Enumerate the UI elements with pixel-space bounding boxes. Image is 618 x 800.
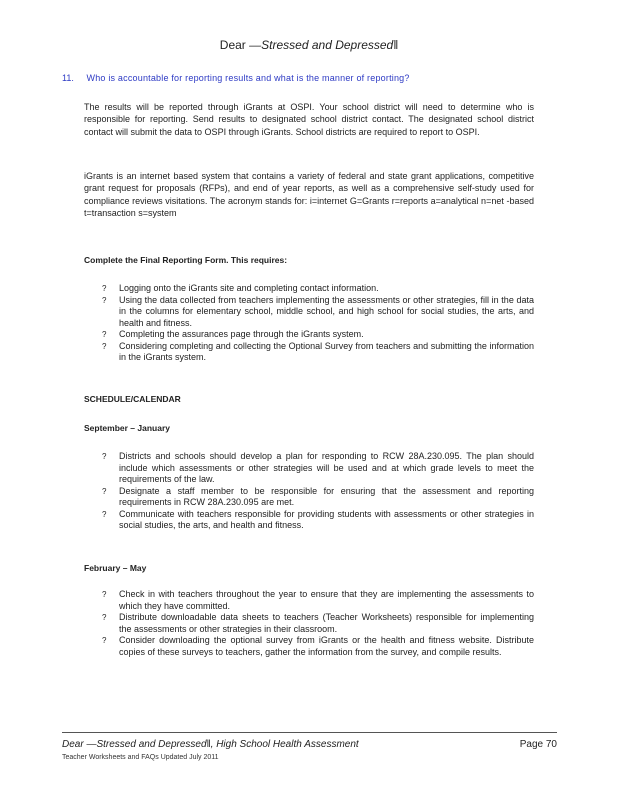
bullet-icon: ? <box>102 284 107 293</box>
header-prefix: Dear <box>219 38 246 52</box>
february-heading: February – May <box>84 563 147 573</box>
complete-form-list <box>102 283 534 364</box>
list-item: ? Considering completing and collecting the Optional Survey from teachers and submitting the information in the iGrants system. <box>102 340 534 362</box>
paragraph-igrants: iGrants is an internet based system that contains a variety of federal and state grant applications, competitive grant request for proposals (RFPs), and end of year reports, as well as a comprehensive self-study used for compliance reviews visitations. The acronym stands for: i=internet G=Grants r=reports a=analytical n=net -based t=transaction s=system <box>84 171 534 218</box>
bullet-icon: ? <box>102 330 107 339</box>
february-list <box>102 589 534 658</box>
schedule-heading: SCHEDULE/CALENDAR <box>84 394 181 404</box>
bullet-icon: ? <box>102 295 107 305</box>
list-item: ? Distribute downloadable data sheets to teachers (Teacher Worksheets) responsible for implementing the assessments or other strategies in their classroom. <box>102 612 534 634</box>
question-number: 11. <box>62 73 74 83</box>
bullet-icon: ? <box>102 590 107 599</box>
bullet-icon: ? <box>102 341 107 351</box>
question-text: Who is accountable for reporting results and what is the manner of reporting? <box>86 73 410 83</box>
list-item: ? Communicate with teachers responsible for providing students with assessments or other strategies in social studies, the arts, and health and fitness. <box>102 508 534 530</box>
header-title: —Stressed and Depressed‖ <box>249 38 399 52</box>
page-footer <box>62 739 557 750</box>
question-heading <box>62 73 542 83</box>
bullet-icon: ? <box>102 613 107 622</box>
page-number: Page 70 <box>519 739 557 750</box>
list-item: ? Using the data collected from teachers implementing the assessments or other strategies, fill in the data in the columns for elementary school, middle school, and high school for social studies, the arts, and health and fitness. <box>102 294 534 328</box>
bullet-icon: ? <box>102 509 107 519</box>
footer-subline: Teacher Worksheets and FAQs Updated July 2011 <box>62 754 219 761</box>
september-heading: September – January <box>84 423 170 433</box>
list-item: ? Consider downloading the optional survey from iGrants or the health and fitness website. Distribute copies of these surveys to teachers, gather the information from the survey, and compile results. <box>102 635 534 657</box>
list-item: ? Completing the assurances page through the iGrants system. <box>102 329 364 339</box>
list-item: ? Designate a staff member to be responsible for ensuring that the assessment and reporting requirements in RCW 28A.230.095 are met. <box>102 485 534 507</box>
page-header <box>0 38 618 52</box>
list-item: ? Districts and schools should develop a plan for responding to RCW 28A.230.095. The plan should include which assessments or other strategies will be used and at which grade levels to meet the requirements of the law. <box>102 451 534 484</box>
bullet-icon: ? <box>102 452 107 461</box>
bullet-icon: ? <box>102 636 107 645</box>
september-list <box>102 451 534 532</box>
footer-title: Dear —Stressed and Depressed‖, High School Health Assessment <box>62 739 359 750</box>
list-item: ? Logging onto the iGrants site and completing contact information. <box>102 283 379 293</box>
list-item: ? Check in with teachers throughout the year to ensure that they are implementing the assessments to which they have committed. <box>102 589 534 611</box>
footer-divider <box>62 732 557 733</box>
paragraph-reporting: The results will be reported through iGrants at OSPI. Your school district will need to determine who is responsible for reporting. Send results to designated school district contact. The designated school district contact will submit the data to OSPI through iGrants. School districts are required to report to OSPI. <box>84 102 534 137</box>
bullet-icon: ? <box>102 486 107 496</box>
complete-form-label: Complete the Final Reporting Form. This requires: <box>84 255 288 265</box>
